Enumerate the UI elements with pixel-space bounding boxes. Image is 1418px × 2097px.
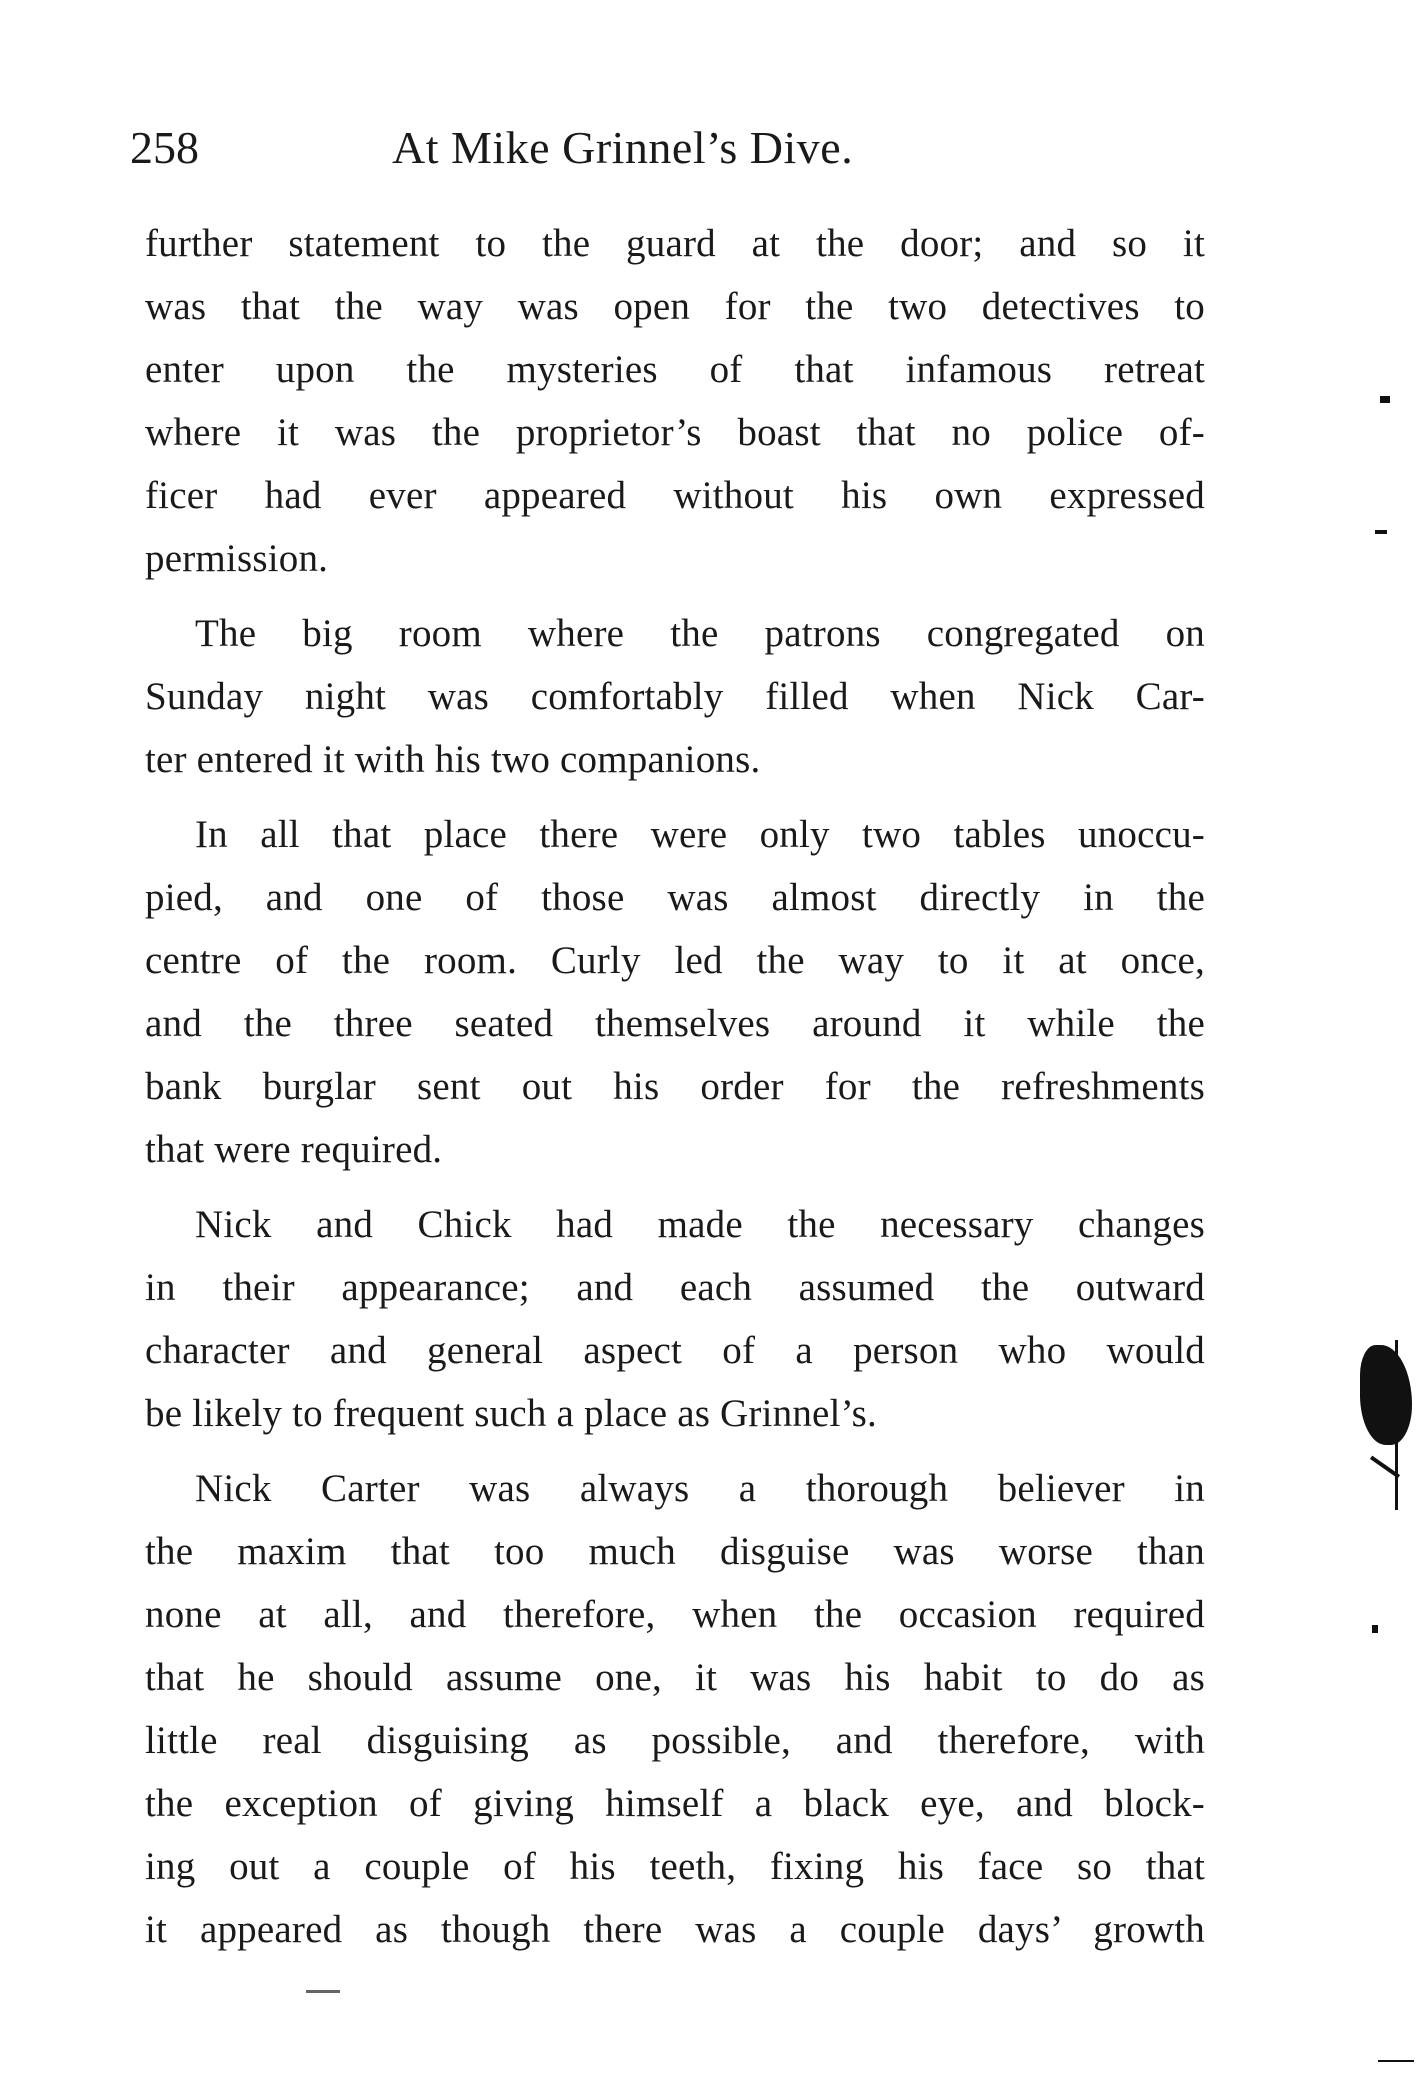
text-line: ing out a couple of his teeth, fixing his face so that [145, 1845, 1205, 1888]
text-line: that he should assume one, it was his habit to do as [145, 1656, 1205, 1699]
paragraph [145, 1193, 1205, 1445]
paragraph [145, 602, 1205, 791]
body-text [145, 212, 1205, 1973]
scan-speck [306, 1990, 340, 1993]
text-line: little real disguising as possible, and therefore, with [145, 1719, 1205, 1762]
scan-blot [1360, 1345, 1412, 1445]
text-line: was that the way was open for the two detectives to [145, 285, 1205, 328]
paragraph [145, 803, 1205, 1181]
scan-speck [1380, 396, 1390, 403]
text-line: be likely to frequent such a place as Grinnel’s. [145, 1392, 877, 1435]
text-line: that were required. [145, 1128, 443, 1171]
text-line: further statement to the guard at the door; and so it [145, 222, 1205, 265]
text-line: enter upon the mysteries of that infamous retreat [145, 348, 1205, 391]
paragraph [145, 212, 1205, 590]
text-line: Nick and Chick had made the necessary changes [195, 1203, 1205, 1246]
scan-speck [1395, 1340, 1398, 1510]
text-line: where it was the proprietor’s boast that no police of- [145, 411, 1205, 454]
text-line: permission. [145, 537, 329, 580]
text-line: character and general aspect of a person who would [145, 1329, 1205, 1372]
text-line: it appeared as though there was a couple days’ growth [145, 1908, 1205, 1951]
scan-speck [1378, 2060, 1414, 2062]
scan-speck [1372, 1625, 1378, 1633]
text-line: in their appearance; and each assumed the outward [145, 1266, 1205, 1309]
text-line: the exception of giving himself a black eye, and block- [145, 1782, 1205, 1825]
page-number: 258 [130, 122, 199, 173]
text-line: ter entered it with his two companions. [145, 738, 761, 781]
text-line: ficer had ever appeared without his own expressed [145, 474, 1205, 517]
page-header [130, 118, 1030, 178]
running-title: At Mike Grinnel’s Dive. [392, 122, 854, 173]
text-line: Sunday night was comfortably filled when Nick Car- [145, 675, 1205, 718]
text-line: Nick Carter was always a thorough believer in [195, 1467, 1205, 1510]
text-line: none at all, and therefore, when the occasion required [145, 1593, 1205, 1636]
paragraph [145, 1457, 1205, 1961]
text-line: centre of the room. Curly led the way to it at once, [145, 939, 1205, 982]
text-line: the maxim that too much disguise was worse than [145, 1530, 1205, 1573]
text-line: pied, and one of those was almost directly in the [145, 876, 1205, 919]
text-line: The big room where the patrons congregated on [195, 612, 1205, 655]
text-line: and the three seated themselves around it while the [145, 1002, 1205, 1045]
text-line: bank burglar sent out his order for the refreshments [145, 1065, 1205, 1108]
text-line: In all that place there were only two tables unoccu- [195, 813, 1205, 856]
scan-speck [1375, 530, 1387, 534]
